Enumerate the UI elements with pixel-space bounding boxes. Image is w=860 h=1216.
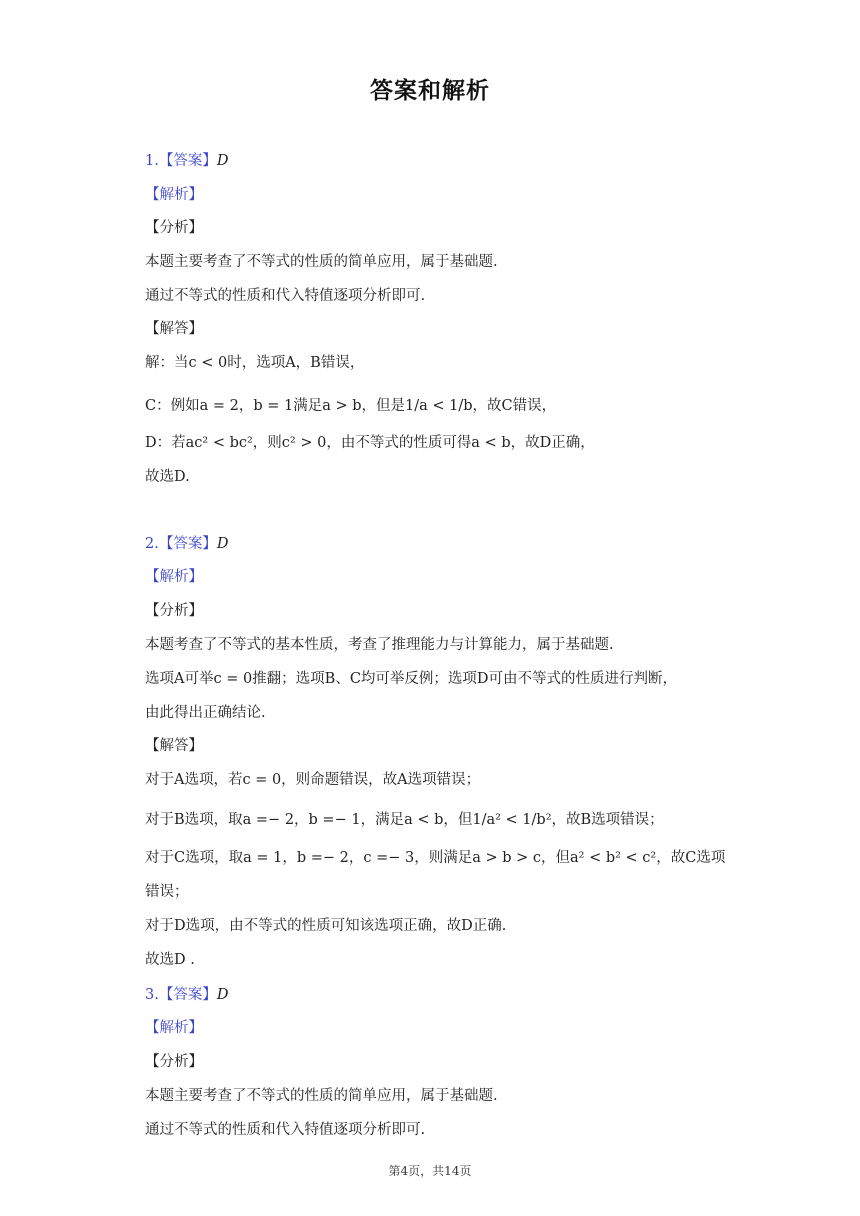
q1-answer-line (145, 151, 228, 171)
q2-solution-line-3: 对于C选项，取a = 1，b =− 2，c =− 3，则满足a > b > c，但a² < b² < c²，故C选项 (145, 850, 726, 866)
q3-analysis-line-2: 通过不等式的性质和代入特值逐项分析即可. (145, 1122, 426, 1138)
q1-solution-line-2: C：例如a = 2，b = 1满足a > b，但是1/a < 1/b，故C错误， (145, 398, 557, 414)
q2-solution-line-2: 对于B选项，取a =− 2，b =− 1，满足a < b，但1/a² < 1/b²，故B选项错误； (145, 812, 664, 828)
q2-number: 2. (145, 536, 159, 552)
q2-solution-line-4: 错误； (145, 884, 189, 900)
q1-explanation-tag: 【解析】 (145, 187, 203, 203)
q1-analysis-tag: 【分析】 (145, 220, 203, 236)
q1-solution-tag: 【解答】 (145, 321, 203, 337)
q3-answer-line (145, 985, 228, 1005)
q2-answer-line (145, 534, 228, 554)
q3-explanation-tag: 【解析】 (145, 1020, 203, 1036)
q3-answer-tag: 【答案】 (158, 987, 217, 1003)
q3-analysis-tag: 【分析】 (145, 1054, 203, 1070)
q1-answer-value: D (216, 153, 229, 169)
q1-solution-line-4: 故选D. (145, 469, 190, 485)
q2-answer-tag: 【答案】 (158, 536, 217, 552)
q1-answer-tag: 【答案】 (158, 153, 217, 169)
q1-analysis-line-1: 本题主要考查了不等式的性质的简单应用，属于基础题. (145, 254, 498, 270)
q2-solution-tag: 【解答】 (145, 738, 203, 754)
page-footer: 第4页，共14页 (388, 1164, 472, 1178)
q2-explanation-tag: 【解析】 (145, 569, 203, 585)
q1-number: 1. (145, 153, 159, 169)
q2-solution-line-1: 对于A选项，若c = 0，则命题错误，故A选项错误； (145, 772, 481, 788)
q1-analysis-line-2: 通过不等式的性质和代入特值逐项分析即可. (145, 288, 426, 304)
q3-answer-value: D (216, 987, 229, 1003)
q1-solution-line-3: D：若ac² < bc²，则c² > 0，由不等式的性质可得a < b，故D正确， (145, 435, 595, 451)
q2-solution-line-6: 故选D . (145, 952, 195, 968)
q2-analysis-tag: 【分析】 (145, 603, 203, 619)
q2-analysis-line-3: 由此得出正确结论. (145, 705, 266, 721)
page-title: 答案和解析 (370, 78, 490, 104)
q2-analysis-line-1: 本题考查了不等式的基本性质，考查了推理能力与计算能力，属于基础题. (145, 637, 614, 653)
q2-answer-value: D (216, 536, 229, 552)
q3-number: 3. (145, 987, 159, 1003)
q2-analysis-line-2: 选项A可举c = 0推翻；选项B、C均可举反例；选项D可由不等式的性质进行判断， (145, 671, 678, 687)
q2-solution-line-5: 对于D选项，由不等式的性质可知该选项正确，故D正确. (145, 918, 507, 934)
q3-analysis-line-1: 本题主要考查了不等式的性质的简单应用，属于基础题. (145, 1088, 498, 1104)
q1-solution-line-1: 解：当c < 0时，选项A，B错误， (145, 355, 365, 371)
